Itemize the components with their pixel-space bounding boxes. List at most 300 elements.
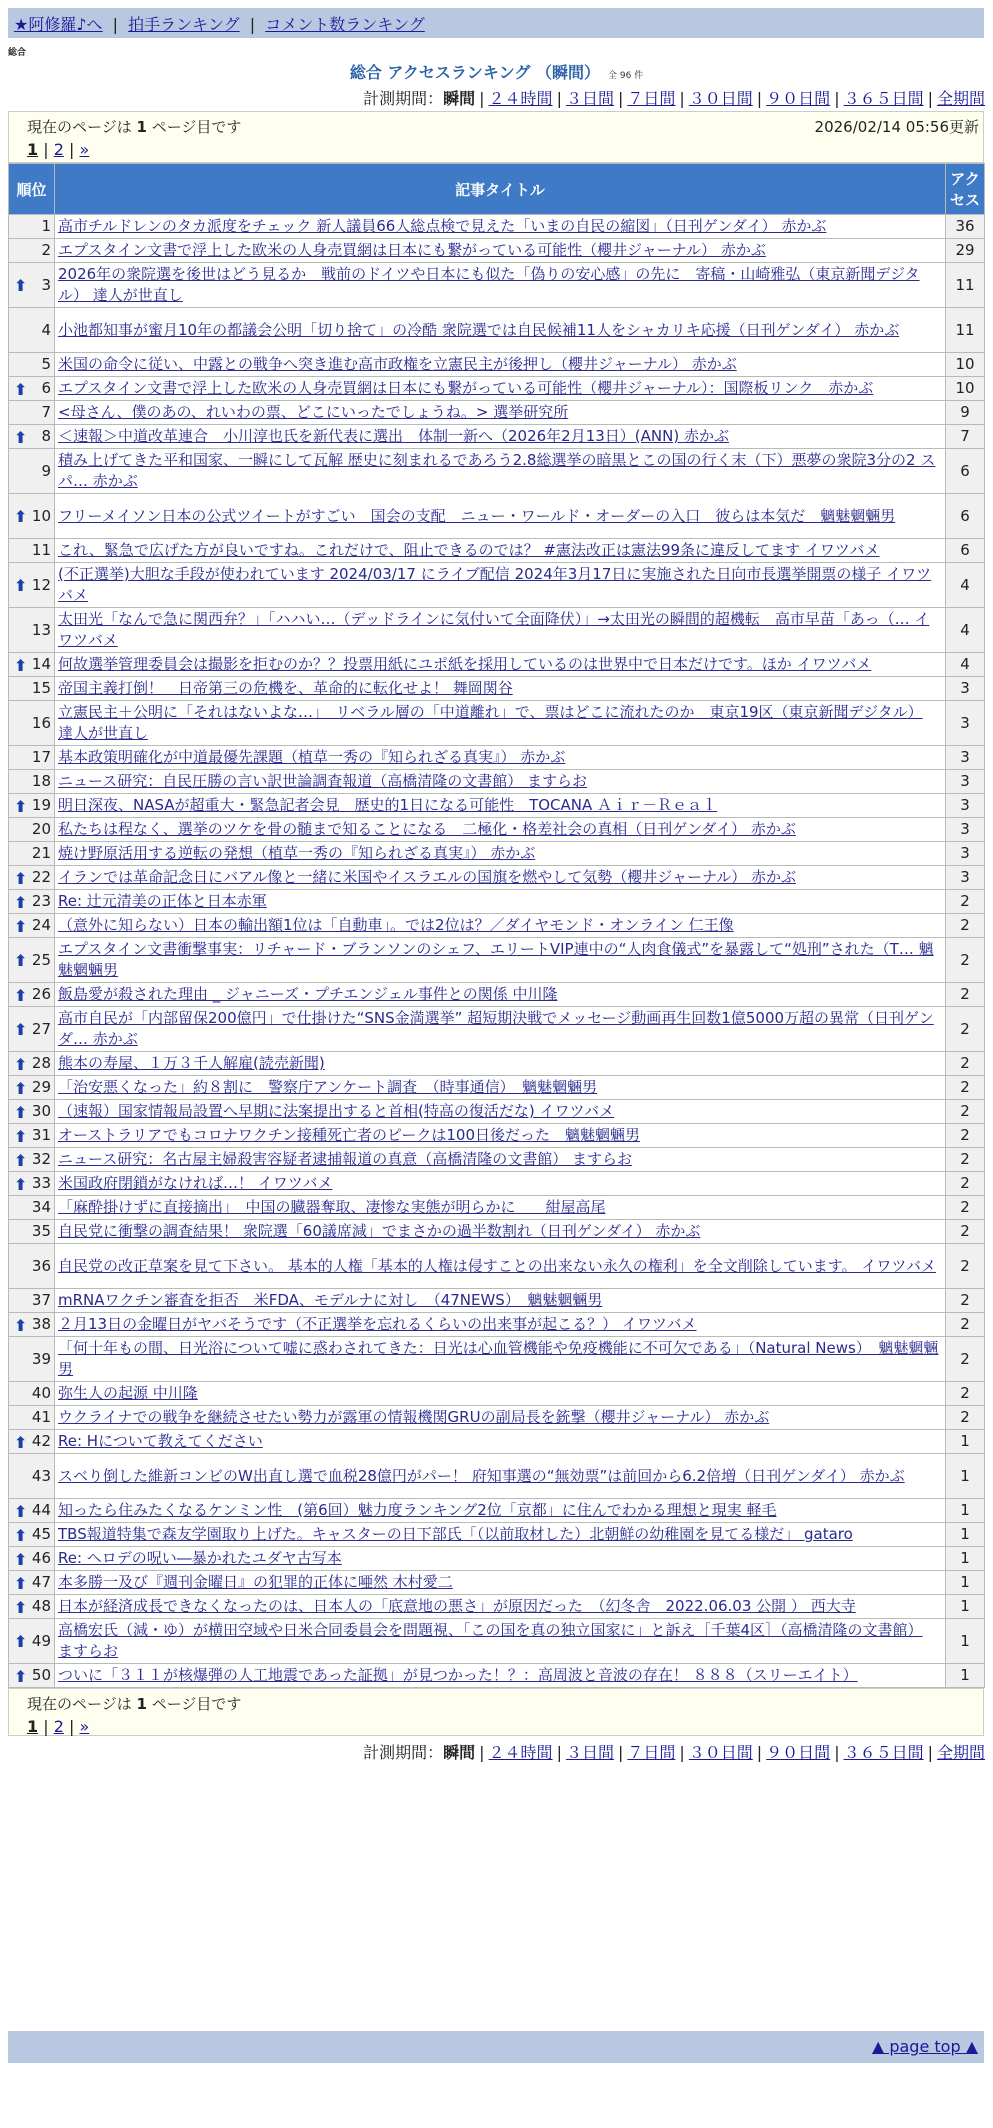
rank-cell (9, 1382, 55, 1406)
period-label: 計測期間： (363, 1743, 444, 1762)
access-count: 2 (946, 1289, 985, 1313)
article-link[interactable]: 自民党の改正草案を見て下さい。 基本的人権「基本的人権は侵すことの出来ない永久の権利」を全文削除しています。 イワツバメ (58, 1256, 937, 1275)
title-cell (55, 1124, 946, 1148)
up-arrow-icon: ⬆ (14, 1078, 28, 1098)
up-arrow-icon: ⬆ (14, 1054, 28, 1074)
rank-cell (9, 842, 55, 866)
title-cell (55, 1619, 946, 1664)
rank-number: 10 (31, 506, 51, 525)
rank-cell (9, 377, 55, 401)
rank-cell (9, 353, 55, 377)
rank-cell (9, 701, 55, 746)
table-row (9, 1523, 985, 1547)
period-separator: | (479, 1743, 485, 1762)
article-link[interactable]: これ、緊急で広げた方が良いですね。これだけで、阻止できるのでは？ #憲法改正は憲法99条に違反してます イワツバメ (58, 541, 880, 559)
title-cell (55, 1382, 946, 1406)
up-arrow-icon: ⬆ (14, 655, 28, 675)
rank-cell (9, 653, 55, 677)
nav-separator: | (112, 15, 119, 34)
article-link[interactable]: 明日深夜、NASAが超重大・緊急記者会見 歴史的1日になる可能性 TOCANA Ａｉｒ－Ｒｅａｌ (58, 796, 718, 814)
access-count: 2 (946, 1244, 985, 1289)
rank-number: 12 (31, 575, 51, 594)
article-link[interactable]: イランでは革命記念日にバアル像と一緒に米国やイスラエルの国旗を燃やして気勢（櫻井ジャーナル） 赤かぶ (58, 868, 796, 886)
rank-number: 49 (31, 1631, 51, 1650)
access-count: 2 (946, 938, 985, 983)
table-row (9, 608, 985, 653)
table-row (9, 1244, 985, 1289)
rank-number: 8 (41, 427, 51, 445)
access-count: 6 (946, 494, 985, 539)
article-link[interactable]: ＜速報＞中道改革連合 小川淳也氏を新代表に選出 体制一新へ（2026年2月13日）(ANN) 赤かぶ (58, 427, 729, 445)
article-link[interactable]: 高橋宏氏（減・ゆ）が横田空域や日米合同委員会を問題視、「この国を真の独立国家に」と訴え［千葉4区］（高橋清隆の文書館） ますらお (58, 1621, 923, 1660)
rank-cell (9, 1454, 55, 1499)
rank-cell (9, 449, 55, 494)
access-count: 2 (946, 1148, 985, 1172)
title-cell (55, 1406, 946, 1430)
pager-top (8, 111, 984, 163)
article-link[interactable]: (不正選挙)大胆な手段が使われています 2024/03/17 にライブ配信 2024年3月17日に実施された日向市長選挙開票の様子 イワツバメ (58, 565, 932, 604)
rank-number: 21 (31, 844, 51, 862)
bottom-period-link-6[interactable]: 全期間 (936, 1743, 985, 1762)
top-period-link-5[interactable]: ３６５日間 (843, 89, 924, 108)
access-count: 1 (946, 1595, 985, 1619)
article-link[interactable]: （速報）国家情報局設置へ早期に法案提出すると首相(特高の復活だな) イワツバメ (58, 1102, 615, 1120)
article-link[interactable]: 「治安悪くなった」約８割に 警察庁アンケート調査 （時事通信） 魑魅魍魎男 (58, 1078, 598, 1096)
table-row (9, 938, 985, 983)
article-link[interactable]: 2026年の衆院選を後世はどう見るか 戦前のドイツや日本にも似た「偽りの安心感」の先に 寄稿・山崎雅弘（東京新聞デジタル） 達人が世直し (58, 265, 920, 304)
top-navigation (8, 8, 984, 38)
article-link[interactable]: 高市自民が「内部留保200億円」で仕掛けた“SNS金満選挙” 超短期決戦でメッセージ動画再生回数1億5000万超の異常（日刊ゲンダ… 赤かぶ (58, 1009, 934, 1048)
title-cell (55, 608, 946, 653)
page-next-link[interactable]: » (79, 140, 90, 159)
rank-cell (9, 677, 55, 701)
rank-number: 35 (31, 1222, 51, 1240)
rank-number: 43 (31, 1466, 51, 1485)
rank-cell (9, 1619, 55, 1664)
title-cell (55, 983, 946, 1007)
article-link[interactable]: ２月13日の金曜日がヤバそうです（不正選挙を忘れるくらいの出来事が起こる？） イワツバメ (58, 1315, 697, 1333)
rank-cell (9, 866, 55, 890)
title-cell (55, 1172, 946, 1196)
table-row (9, 1007, 985, 1052)
top-period-link-6[interactable]: 全期間 (936, 89, 985, 108)
article-link[interactable]: 飯島愛が殺された理由 _ ジャニーズ・プチエンジェル事件との関係 中川隆 (58, 985, 558, 1003)
up-arrow-icon: ⬆ (14, 1432, 28, 1452)
access-count: 10 (946, 353, 985, 377)
title-cell (55, 794, 946, 818)
up-arrow-icon: ⬆ (14, 868, 28, 888)
bottom-period-link-4[interactable]: ９０日間 (766, 1743, 831, 1762)
period-separator: | (834, 1743, 840, 1762)
article-link[interactable]: 熊本の寿屋、１万３千人解雇(読売新聞) (58, 1054, 325, 1072)
table-row (9, 263, 985, 308)
table-row (9, 1100, 985, 1124)
article-link[interactable]: ウクライナでの戦争を継続させたい勢力が露軍の情報機関GRUの副局長を銃撃（櫻井ジャーナル） 赤かぶ (58, 1408, 770, 1426)
table-row (9, 794, 985, 818)
rank-number: 27 (31, 1019, 51, 1038)
up-arrow-icon: ⬆ (14, 379, 28, 399)
article-link[interactable]: 私たちは程なく、選挙のツケを骨の髄まで知ることになる 二極化・格差社会の真相（日刊ゲンダイ） 赤かぶ (58, 820, 796, 838)
rank-number: 46 (31, 1549, 51, 1567)
access-count: 9 (946, 401, 985, 425)
table-row (9, 983, 985, 1007)
access-count: 2 (946, 1406, 985, 1430)
article-link[interactable]: 米国政府閉鎖がなければ…！ イワツバメ (58, 1174, 333, 1192)
article-link[interactable]: Re: ヘロデの呪い―暴かれたユダヤ古写本 (58, 1549, 342, 1567)
rank-number: 13 (31, 620, 51, 639)
rank-number: 42 (31, 1432, 51, 1450)
table-row (9, 539, 985, 563)
period-separator: | (679, 1743, 685, 1762)
title-cell (55, 1313, 946, 1337)
table-row (9, 1499, 985, 1523)
title-cell (55, 353, 946, 377)
rank-cell (9, 1523, 55, 1547)
page-link-2[interactable]: 2 (53, 1717, 64, 1736)
article-link[interactable]: TBS報道特集で森友学園取り上げた。キャスターの日下部氏「（以前取材した）北朝鮮の幼稚園を見てる様だ」 gataro (58, 1525, 853, 1543)
rank-number: 6 (41, 379, 51, 397)
access-count: 3 (946, 866, 985, 890)
page-links: 1 | 2 | » (27, 140, 90, 159)
title-cell (55, 1523, 946, 1547)
up-arrow-icon: ⬆ (14, 1020, 28, 1039)
access-count: 3 (946, 746, 985, 770)
access-count: 11 (946, 263, 985, 308)
access-count: 4 (946, 653, 985, 677)
rank-number: 16 (31, 713, 51, 732)
rank-cell (9, 1547, 55, 1571)
article-link[interactable]: 焼け野原活用する逆転の発想（植草一秀の『知られざる真実』） 赤かぶ (58, 844, 536, 862)
period-separator: | (556, 89, 562, 108)
access-count: 2 (946, 1076, 985, 1100)
rank-cell (9, 1499, 55, 1523)
article-link[interactable]: エプスタイン文書で浮上した欧米の人身売買網は日本にも繋がっている可能性（櫻井ジャーナル） 赤かぶ (58, 241, 766, 259)
title-cell (55, 842, 946, 866)
title-cell (55, 494, 946, 539)
period-separator: | (617, 89, 624, 108)
access-count: 1 (946, 1523, 985, 1547)
title-cell (55, 215, 946, 239)
rank-number: 2 (41, 241, 51, 259)
top-period-link-4[interactable]: ９０日間 (766, 89, 831, 108)
rank-number: 5 (41, 355, 51, 373)
article-link[interactable]: 立憲民主＋公明に「それはないよな…」 リベラル層の「中道離れ」で、票はどこに流れたのか 東京19区（東京新聞デジタル） 達人が世直し (58, 703, 923, 742)
top-period-link-0[interactable]: ２４時間 (488, 89, 553, 108)
rank-cell (9, 308, 55, 353)
title-cell (55, 653, 946, 677)
title-cell (55, 1100, 946, 1124)
title-cell (55, 746, 946, 770)
title-cell (55, 938, 946, 983)
rank-cell (9, 1007, 55, 1052)
access-count: 3 (946, 677, 985, 701)
table-row (9, 1124, 985, 1148)
table-row (9, 308, 985, 353)
article-link[interactable]: <母さん、僕のあの、れいわの票、どこにいったでしょうね。> 選挙研究所 (58, 403, 569, 421)
table-row (9, 1076, 985, 1100)
access-count: 2 (946, 1172, 985, 1196)
rank-number: 19 (31, 796, 51, 814)
rank-number: 38 (31, 1315, 51, 1333)
top-period-link-2[interactable]: ７日間 (627, 89, 676, 108)
rank-cell (9, 938, 55, 983)
title-cell (55, 1664, 946, 1688)
rank-number: 7 (41, 403, 51, 421)
access-count: 1 (946, 1430, 985, 1454)
table-row (9, 1619, 985, 1664)
top-period-link-3[interactable]: ３０日間 (688, 89, 753, 108)
period-selector-top (363, 86, 985, 109)
access-count: 1 (946, 1454, 985, 1499)
table-row (9, 239, 985, 263)
article-link[interactable]: 弥生人の起源 中川隆 (58, 1384, 198, 1402)
page-next-link[interactable]: » (79, 1717, 90, 1736)
rank-number: 23 (31, 892, 51, 910)
up-arrow-icon: ⬆ (14, 276, 28, 295)
footer-bar (8, 2031, 984, 2063)
up-arrow-icon: ⬆ (14, 1501, 28, 1521)
bottom-period-link-0[interactable]: ２４時間 (488, 1743, 553, 1762)
table-row (9, 1337, 985, 1382)
up-arrow-icon: ⬆ (14, 1666, 28, 1686)
period-separator: | (834, 89, 840, 108)
article-link[interactable]: ニュース研究：名古屋主婦殺害容疑者逮捕報道の真意（高橋清隆の文書館） ますらお (58, 1150, 633, 1168)
ranking-table (8, 163, 985, 1688)
title-cell (55, 377, 946, 401)
page-title (0, 60, 993, 83)
article-link[interactable]: オーストラリアでもコロナワクチン接種死亡者のピークは100日後だった 魑魅魍魎男 (58, 1126, 640, 1144)
bottom-period-link-2[interactable]: ７日間 (627, 1743, 676, 1762)
period-separator: | (756, 1743, 763, 1762)
access-count: 36 (946, 215, 985, 239)
access-count: 2 (946, 983, 985, 1007)
article-link[interactable]: 高市チルドレンのタカ派度をチェック 新人議員66人総点検で見えた「いまの自民の縮図」（日刊ゲンダイ） 赤かぶ (58, 217, 827, 235)
period-separator: | (479, 89, 485, 108)
article-link[interactable]: 自民党に衝撃の調査結果！ 衆院選「60議席減」でまさかの過半数割れ（日刊ゲンダイ） 赤かぶ (58, 1222, 701, 1240)
rank-cell (9, 539, 55, 563)
clap-ranking-link[interactable]: 拍手ランキング (128, 15, 240, 34)
access-count: 6 (946, 449, 985, 494)
rank-number: 28 (31, 1054, 51, 1072)
title-cell (55, 1595, 946, 1619)
period-separator: | (927, 1743, 933, 1762)
table-row (9, 1406, 985, 1430)
rank-cell (9, 401, 55, 425)
article-link[interactable]: 積み上げてきた平和国家、一瞬にして瓦解 歴史に刻まれるであろう2.8総選挙の暗黒とこの国の行く末（下）悪夢の衆院3分の2 スパ… 赤かぶ (58, 451, 936, 490)
title-cell (55, 1499, 946, 1523)
access-count: 2 (946, 1052, 985, 1076)
period-selector-bottom (363, 1740, 985, 1763)
title-cell (55, 866, 946, 890)
access-count: 3 (946, 794, 985, 818)
title-cell (55, 770, 946, 794)
up-arrow-icon: ⬆ (14, 1126, 28, 1146)
table-row (9, 1052, 985, 1076)
nav-separator: | (249, 15, 256, 34)
rank-number: 32 (31, 1150, 51, 1168)
title-cell (55, 425, 946, 449)
access-count: 2 (946, 1124, 985, 1148)
title-cell (55, 1547, 946, 1571)
access-count: 1 (946, 1664, 985, 1688)
title-cell (55, 539, 946, 563)
rank-cell (9, 914, 55, 938)
title-cell (55, 401, 946, 425)
period-separator: | (756, 89, 763, 108)
current-page-text: 現在のページは 1 ページ目です (27, 118, 242, 136)
rank-cell (9, 1571, 55, 1595)
rank-number: 9 (41, 461, 51, 480)
article-link[interactable]: mRNAワクチン審査を拒否 米FDA、モデルナに対し （47NEWS） 魑魅魍魎男 (58, 1291, 603, 1309)
title-header: 記事タイトル (55, 164, 946, 215)
rank-number: 47 (31, 1573, 51, 1591)
article-link[interactable]: フリーメイソン日本の公式ツイートがすごい 国会の支配 ニュー・ワールド・オーダーの入口 彼らは本気だ 魑魅魍魎男 (58, 506, 896, 525)
table-row (9, 1220, 985, 1244)
access-count: 10 (946, 377, 985, 401)
rank-cell (9, 1220, 55, 1244)
title-cell (55, 701, 946, 746)
table-row (9, 842, 985, 866)
comment-ranking-link[interactable]: コメント数ランキング (265, 15, 425, 34)
access-count: 1 (946, 1619, 985, 1664)
article-link[interactable]: Re: Hについて教えてください (58, 1432, 263, 1450)
rank-number: 3 (41, 275, 51, 294)
access-count: 4 (946, 608, 985, 653)
period-current: 瞬間 (443, 89, 476, 108)
access-count: 2 (946, 1382, 985, 1406)
rank-cell (9, 563, 55, 608)
article-link[interactable]: 日本が経済成長できなくなったのは、日本人の「底意地の悪さ」が原因だった （幻冬舎 2022.06.03 公開 ） 西大寺 (58, 1597, 856, 1615)
rank-number: 36 (31, 1256, 51, 1275)
period-current: 瞬間 (443, 1743, 476, 1762)
period-separator: | (556, 1743, 562, 1762)
rank-cell (9, 1430, 55, 1454)
table-row (9, 1547, 985, 1571)
article-link[interactable]: Re: 辻元清美の正体と日本赤軍 (58, 892, 267, 910)
bottom-period-link-3[interactable]: ３０日間 (688, 1743, 753, 1762)
title-cell (55, 1076, 946, 1100)
article-link[interactable]: ニュース研究：自民圧勝の言い訳世論調査報道（高橋清隆の文書館） ますらお (58, 772, 588, 790)
rank-cell (9, 608, 55, 653)
rank-cell (9, 1148, 55, 1172)
table-row (9, 353, 985, 377)
access-count: 6 (946, 539, 985, 563)
rank-number: 11 (31, 541, 51, 559)
article-link[interactable]: 「麻酔掛けずに直接摘出」 中国の臓器奪取、凄惨な実態が明らかに 紺屋高尾 (58, 1198, 606, 1216)
page-top-link[interactable]: ▲ page top ▲ (871, 2037, 978, 2056)
title-cell (55, 818, 946, 842)
title-cell (55, 1289, 946, 1313)
article-link[interactable]: 太田光「なんで急に関西弁？」「ハハい…（デッドラインに気付いて全面降伏）」→太田光の瞬間的超機転 高市早苗「あっ（… イワツバメ (58, 610, 930, 649)
title-cell (55, 449, 946, 494)
table-row (9, 449, 985, 494)
table-row (9, 401, 985, 425)
article-link[interactable]: 「何十年もの間、日光浴について嘘に惑わされてきた：日光は心血管機能や免疫機能に不可欠である」（Natural News） 魑魅魍魎男 (58, 1339, 939, 1378)
rank-cell (9, 263, 55, 308)
article-link[interactable]: ついに「３１１が核爆弾の人工地震であった証拠」が見つかった！？：高周波と音波の存在！ ８８８（スリーエイト） (58, 1666, 858, 1684)
up-arrow-icon: ⬆ (14, 1174, 28, 1194)
article-link[interactable]: スベり倒した維新コンビのW出直し選で血税28億円がパー！ 府知事選の“無効票”は前回から6.2倍増（日刊ゲンダイ） 赤かぶ (58, 1466, 905, 1485)
up-arrow-icon: ⬆ (14, 951, 28, 970)
access-count: 2 (946, 1337, 985, 1382)
rank-cell (9, 1289, 55, 1313)
page-link-2[interactable]: 2 (53, 140, 64, 159)
table-header-row (9, 164, 985, 215)
table-row (9, 1196, 985, 1220)
table-row (9, 215, 985, 239)
article-link[interactable]: 帝国主義打倒！ 日帝第三の危機を、革命的に転化せよ！ 舞岡関谷 (58, 679, 513, 697)
table-row (9, 866, 985, 890)
rank-number: 39 (31, 1349, 51, 1368)
rank-number: 34 (31, 1198, 51, 1216)
article-link[interactable]: エプスタイン文書で浮上した欧米の人身売買網は日本にも繋がっている可能性（櫻井ジャーナル）：国際板リンク 赤かぶ (58, 379, 874, 397)
page-current: 1 (27, 1717, 39, 1736)
rank-cell (9, 1595, 55, 1619)
article-link[interactable]: 知ったら住みたくなるケンミン性 (第6回）魅力度ランキング2位「京都」に住んでわかる理想と現実 軽毛 (58, 1501, 777, 1519)
article-link[interactable]: 米国の命令に従い、中露との戦争へ突き進む高市政権を立憲民主が後押し（櫻井ジャーナル） 赤かぶ (58, 355, 737, 373)
title-cell (55, 1052, 946, 1076)
rank-number: 48 (31, 1597, 51, 1615)
table-row (9, 701, 985, 746)
rank-number: 26 (31, 985, 51, 1003)
access-count: 2 (946, 1100, 985, 1124)
rank-cell (9, 818, 55, 842)
page-links: 1 | 2 | » (27, 1717, 90, 1736)
rank-cell (9, 1406, 55, 1430)
table-row (9, 494, 985, 539)
access-count: 2 (946, 1220, 985, 1244)
bottom-period-link-1[interactable]: ３日間 (565, 1743, 614, 1762)
page-title-text: 総合 アクセスランキング （瞬間） (349, 63, 600, 82)
table-row (9, 563, 985, 608)
table-row (9, 377, 985, 401)
access-count: 29 (946, 239, 985, 263)
table-row (9, 1454, 985, 1499)
article-link[interactable]: 基本政策明確化が中道最優先課題（植草一秀の『知られざる真実』） 赤かぶ (58, 748, 566, 766)
rank-header: 順位 (9, 164, 55, 215)
access-count: 1 (946, 1547, 985, 1571)
title-cell (55, 890, 946, 914)
rank-number: 1 (41, 217, 51, 235)
article-link[interactable]: エプスタイン文書衝撃事実：リチャード・ブランソンのシェフ、エリートVIP連中の“人肉食儀式”を暴露して“処刑”された（T… 魑魅魍魎男 (58, 940, 934, 979)
access-count: 4 (946, 563, 985, 608)
table-row (9, 1430, 985, 1454)
title-cell (55, 677, 946, 701)
home-link[interactable]: ★阿修羅♪へ (14, 15, 103, 34)
top-period-link-1[interactable]: ３日間 (565, 89, 614, 108)
rank-number: 44 (31, 1501, 51, 1519)
table-row (9, 1172, 985, 1196)
article-link[interactable]: 小池都知事が蜜月10年の都議会公明「切り捨て」の冷酷 衆院選では自民候補11人をシャカリキ応援（日刊ゲンダイ） 赤かぶ (58, 320, 900, 339)
title-cell (55, 1244, 946, 1289)
article-link[interactable]: 何故選挙管理委員会は撮影を拒むのか？？投票用紙にユポ紙を採用しているのは世界中で日本だけです。ほか イワツバメ (58, 655, 872, 673)
rank-cell (9, 1052, 55, 1076)
rank-number: 50 (31, 1666, 51, 1684)
rank-number: 14 (31, 655, 51, 673)
rank-number: 25 (31, 950, 51, 969)
table-row (9, 677, 985, 701)
rank-cell (9, 1313, 55, 1337)
bottom-period-link-5[interactable]: ３６５日間 (843, 1743, 924, 1762)
rank-cell (9, 746, 55, 770)
title-cell (55, 263, 946, 308)
rank-cell (9, 890, 55, 914)
up-arrow-icon: ⬆ (14, 1632, 28, 1651)
table-row (9, 1148, 985, 1172)
access-header: アクセス (946, 164, 985, 215)
article-link[interactable]: （意外に知らない）日本の輸出額1位は「自動車」。では2位は？／ダイヤモンド・オンライン 仁王像 (58, 916, 734, 934)
article-link[interactable]: 本多勝一及び『週刊金曜日』の犯罪的正体に唖然 木村愛二 (58, 1573, 453, 1591)
